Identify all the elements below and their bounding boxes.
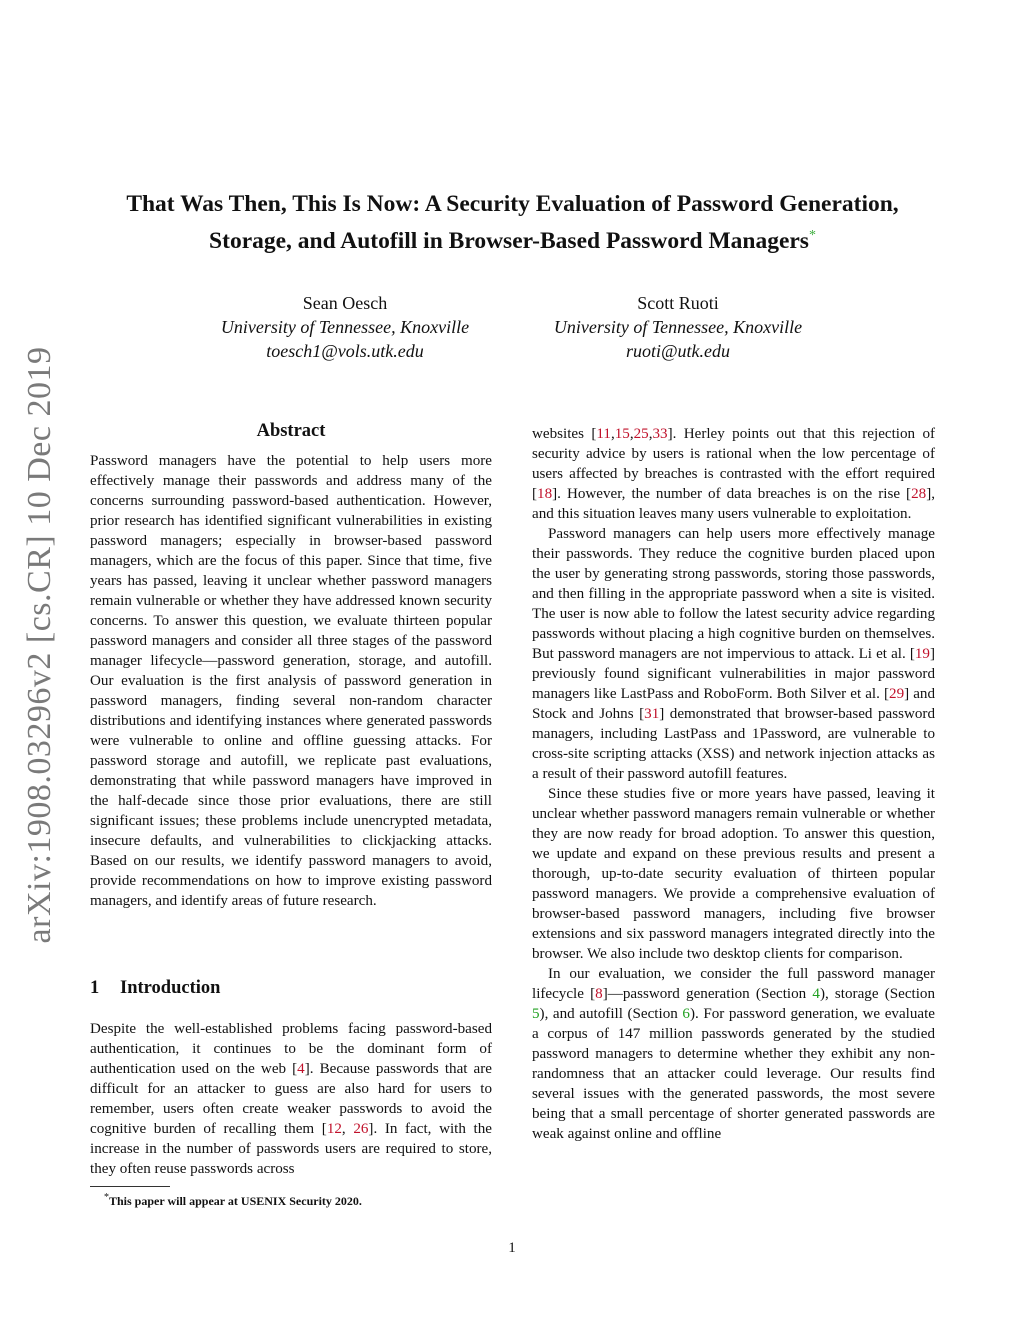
text-run: ], and this situation leaves many users vulnerable to exploitation. [532, 486, 935, 522]
paragraph [532, 524, 935, 784]
text-run: ), storage (Section [819, 986, 935, 1002]
text-run: ]. Herley points out that this rejection of security advice by users is rational when the low percentage of users affected by breaches is contrasted with the effort required [ [532, 426, 936, 502]
paragraph [532, 784, 935, 964]
text-run: ]—password generation (Section [602, 986, 813, 1002]
text-run: ]. Because passwords that are difficult for an attacker to guess are also hard for users to remember, users often create weaker passwords to avoid the cognitive burden of recalling them [ [90, 1061, 492, 1137]
author-1-name: Sean Oesch [302, 293, 388, 313]
author-1-email: toesch1@vols.utk.edu [266, 341, 424, 361]
section-title: Introduction [120, 978, 221, 998]
citation-link[interactable]: 12 [326, 1121, 342, 1137]
text-run: ] demonstrated that browser-based password managers, including LastPass and 1Password, are vulnerable to cross-site scripting attacks (XSS) and network injection attacks as a result of their password autofill features. [532, 706, 935, 782]
title-line-1: That Was Then, This Is Now: A Security Evaluation of Password Generation, [126, 191, 899, 217]
text-run: websites [ [532, 426, 597, 442]
citation-link[interactable]: 8 [595, 986, 603, 1002]
paragraph [532, 964, 935, 1144]
abstract-heading: Abstract [256, 421, 326, 441]
text-run: ] and Stock and Johns [ [532, 686, 936, 722]
title-line-2 [90, 220, 935, 257]
intro-left-column [90, 1019, 492, 1179]
text-run: , [648, 426, 653, 442]
paper-title [90, 188, 935, 257]
text-run: , [341, 1121, 354, 1137]
text-run: In our evaluation, we consider the full password manager lifecycle [ [532, 966, 935, 1002]
author-1 [165, 291, 525, 363]
citation-link[interactable]: 19 [914, 646, 930, 662]
intro-right-column [532, 424, 935, 1144]
section-ref-link[interactable]: 4 [812, 986, 820, 1002]
text-run: ] previously found significant vulnerabilities in major password managers like LastPass and RoboForm. Both Silver et al. [ [532, 646, 935, 702]
citation-link[interactable]: 26 [353, 1121, 369, 1137]
title-footnote-mark[interactable]: * [808, 228, 816, 243]
section-number: 1 [90, 978, 100, 998]
text-run: , [610, 426, 615, 442]
author-1-affiliation: University of Tennessee, Knoxville [220, 317, 470, 337]
paragraph [90, 451, 492, 911]
text-run: ]. In fact, with the increase in the number of passwords users are required to store, they often reuse passwords across [90, 1121, 492, 1177]
footnote [104, 1192, 362, 1209]
citation-link[interactable]: 25 [633, 426, 649, 442]
arxiv-stamp-text: arXiv:1908.03296v2 [cs.CR] 10 Dec 2019 [21, 346, 58, 944]
text-run: ]. However, the number of data breaches is on the rise [ [552, 486, 912, 502]
section-ref-link[interactable]: 5 [532, 1006, 540, 1022]
text-run: , [629, 426, 634, 442]
paragraph [532, 424, 935, 524]
citation-link[interactable]: 18 [537, 486, 553, 502]
footnote-mark: * [104, 1192, 109, 1203]
author-2-name: Scott Ruoti [637, 293, 719, 313]
author-2 [498, 291, 858, 363]
citation-link[interactable]: 33 [652, 426, 668, 442]
citation-link[interactable]: 31 [644, 706, 660, 722]
citation-link[interactable]: 29 [889, 686, 905, 702]
author-2-email: ruoti@utk.edu [625, 341, 731, 361]
arxiv-stamp [20, 0, 60, 1325]
text-run: Since these studies five or more years have passed, leaving it unclear whether password managers remain vulnerable or whether they are now ready for broad adoption. To answer this question, we update and expand on these previous results and present a thorough, up-to-date security evaluation of thirteen popular password managers. We provide a comprehensive evaluation of browser-based password managers, including five browser extensions and six password managers integrated directly into the browser. We also include two desktop clients for comparison. [532, 786, 935, 962]
title-line-2-text: Storage, and Autofill in Browser-Based Password Managers [209, 227, 809, 254]
citation-link[interactable]: 4 [297, 1061, 305, 1077]
section-ref-link[interactable]: 6 [682, 1006, 690, 1022]
text-run: ). For password generation, we evaluate a corpus of 147 million passwords generated by the studied password managers to determine whether they exhibit any non-randomness that an attacker could leverage. Our results find several issues with the generated passwords, the most severe being that a small percentage of shorter generated passwords are weak against online and offline [532, 1006, 935, 1142]
text-run: ), and autofill (Section [539, 1006, 683, 1022]
page-number: 1 [508, 1240, 516, 1256]
abstract-body [90, 451, 492, 911]
text-run: Password managers have the potential to help users more effectively manage their passwords and address many of the concerns surrounding password-based authentication. However, prior research has identified significant vulnerabilities in existing password managers; especially in browser-based password managers, which are the focus of this paper. Since that time, five years has passed, leaving it unclear whether password managers remain vulnerable or whether they have addressed known security concerns. To answer this question, we evaluate thirteen popular password managers and consider all three stages of the password manager lifecycle—password generation, storage, and autofill. Our evaluation is the first analysis of password generation in password managers, finding several non-random character distributions and identifying instances where generated passwords were vulnerable to online and offline guessing attacks. For password storage and autofill, we replicate past evaluations, demonstrating that while password managers have improved in the half-decade since those prior evaluations, there are still significant issues; these problems include unencrypted metadata, insecure defaults, and vulnerabilities to clickjacking attacks. Based on our results, we identify password managers to avoid, provide recommendations on how to improve existing password managers, and identify areas of future research. [90, 453, 492, 909]
citation-link[interactable]: 28 [911, 486, 927, 502]
paragraph [90, 1019, 492, 1179]
citation-link[interactable]: 15 [614, 426, 630, 442]
text-run: Password managers can help users more effectively manage their passwords. They reduce the cognitive burden placed upon the user by generating strong passwords, storing those passwords, and then filling in the appropriate password when a site is visited. The user is now able to follow the latest security advice regarding passwords without placing a high cognitive burden on themselves. But password managers are not impervious to attack. Li et al. [ [532, 526, 935, 662]
footnote-rule [90, 1186, 170, 1187]
text-run: Despite the well-established problems facing password-based authentication, it continues to be the dominant form of authentication used on the web [ [90, 1021, 492, 1077]
section-heading-introduction [90, 978, 220, 999]
footnote-text: This paper will appear at USENIX Security 2020. [109, 1194, 362, 1208]
author-2-affiliation: University of Tennessee, Knoxville [553, 317, 803, 337]
citation-link[interactable]: 11 [596, 426, 611, 442]
